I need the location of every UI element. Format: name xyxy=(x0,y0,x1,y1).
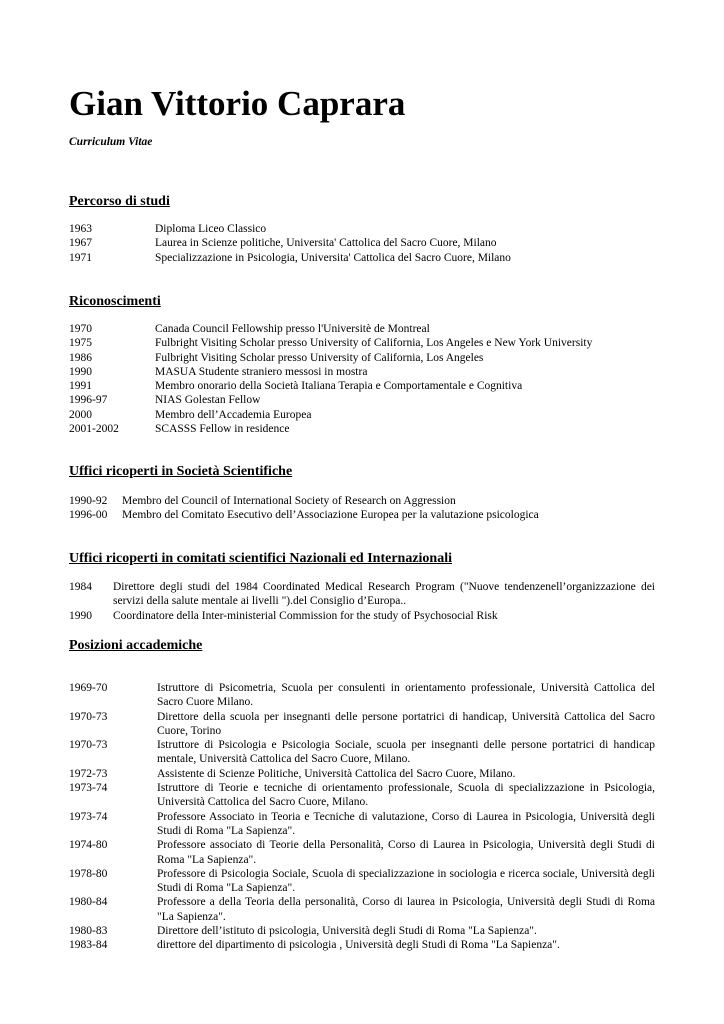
year: 1980-83 xyxy=(69,925,108,938)
entry-text: Laurea in Scienze politiche, Universita' Cattolica del Sacro Cuore, Milano xyxy=(155,237,497,250)
heading-percorso-studi: Percorso di studi xyxy=(69,194,170,209)
entry-text: Canada Council Fellowship presso l'Universitè de Montreal xyxy=(155,323,430,335)
entry-text: Direttore degli studi del 1984 Coordinated Medical Research Program ("Nuove tendenzenell’organizzazione dei servizi della salute mentale ai livelli ").del Consiglio d’Europa.. xyxy=(113,581,655,608)
entry-text: Fulbright Visiting Scholar presso University of California, Los Angeles e New York University xyxy=(155,337,593,350)
entry-text: Coordinatore della Inter-ministerial Commission for the study of Psychosocial Risk xyxy=(113,609,498,622)
year: 1969-70 xyxy=(69,682,108,694)
cv-subtitle: Curriculum Vitae xyxy=(69,136,153,148)
list-riconoscimenti xyxy=(69,322,659,436)
entry-text: Membro del Comitato Esecutivo dell’Associazione Europea per la valutazione psicologica xyxy=(122,509,539,522)
list-item xyxy=(69,351,659,365)
year: 1990 xyxy=(69,609,92,622)
list-item xyxy=(69,838,655,867)
entry-text: Membro onorario della Società Italiana Terapia e Comportamentale e Cognitiva xyxy=(155,380,523,393)
year: 1971 xyxy=(69,251,92,264)
entry-text: MASUA Studente straniero messosi in mostra xyxy=(155,365,368,378)
list-item xyxy=(69,710,655,739)
entry-text: Direttore della scuola per insegnanti delle persone portatrici di handicap, Università Cattolica del Sacro Cuore, Torino xyxy=(157,710,655,737)
year: 2001-2002 xyxy=(69,423,119,436)
entry-text: SCASSS Fellow in residence xyxy=(155,423,290,436)
list-uffici-societa xyxy=(69,494,659,523)
entry-text: Direttore dell’istituto di psicologia, Università degli Studi di Roma "La Sapienza". xyxy=(157,925,537,938)
year: 1973-74 xyxy=(69,782,108,795)
list-uffici-comitati xyxy=(69,580,655,623)
list-item xyxy=(69,393,659,407)
year: 1996-00 xyxy=(69,509,108,522)
entry-text: Membro del Council of International Society of Research on Aggression xyxy=(122,495,456,507)
year: 1986 xyxy=(69,351,92,364)
entry-text: direttore del dipartimento di psicologia , Università degli Studi di Roma "La Sapienza". xyxy=(157,939,560,952)
year: 1990-92 xyxy=(69,495,108,507)
year: 1990 xyxy=(69,365,92,378)
heading-uffici-comitati: Uffici ricoperti in comitati scientifici Nazionali ed Internazionali xyxy=(69,551,452,566)
list-item xyxy=(69,494,659,508)
list-item xyxy=(69,895,655,924)
year: 1991 xyxy=(69,380,92,393)
list-item xyxy=(69,767,655,781)
list-percorso-studi xyxy=(69,222,659,265)
year: 1980-84 xyxy=(69,896,108,909)
entry-text: Professore a della Teoria della personalità, Corso di laurea in Psicologia, Università degli Studi di Roma "La Sapienza". xyxy=(157,896,655,923)
list-item xyxy=(69,738,655,767)
year: 1984 xyxy=(69,581,92,593)
list-item xyxy=(69,322,659,336)
year: 1983-84 xyxy=(69,939,108,952)
list-item xyxy=(69,508,659,522)
year: 1970 xyxy=(69,323,92,335)
year: 1974-80 xyxy=(69,839,108,852)
year: 1963 xyxy=(69,223,92,235)
entry-text: Assistente di Scienze Politiche, Università Cattolica del Sacro Cuore, Milano. xyxy=(157,767,516,780)
entry-text: Diploma Liceo Classico xyxy=(155,223,267,235)
year: 1967 xyxy=(69,237,92,250)
year: 1970-73 xyxy=(69,710,108,723)
entry-text: Fulbright Visiting Scholar presso University of California, Los Angeles xyxy=(155,351,484,364)
list-item xyxy=(69,422,659,436)
list-item xyxy=(69,236,659,250)
list-item xyxy=(69,867,655,896)
entry-text: NIAS Golestan Fellow xyxy=(155,394,261,407)
list-item xyxy=(69,251,659,265)
entry-text: Istruttore di Psicometria, Scuola per consulenti in orientamento professionale, Università Cattolica del Sacro Cuore Milano. xyxy=(157,682,655,709)
list-item xyxy=(69,609,655,623)
entry-text: Istruttore di Psicologia e Psicologia Sociale, scuola per insegnanti delle persone portatrici di handicap mentale, Università Cattolica del Sacro Cuore, Milano. xyxy=(157,739,655,766)
list-item xyxy=(69,681,655,710)
list-item xyxy=(69,365,659,379)
entry-text: Professore Associato in Teoria e Tecniche di valutazione, Corso di Laurea in Psicologia, Università degli Studi di Roma "La Sapienza". xyxy=(157,810,655,837)
year: 1973-74 xyxy=(69,810,108,823)
year: 2000 xyxy=(69,408,92,421)
entry-text: Specializzazione in Psicologia, Universita' Cattolica del Sacro Cuore, Milano xyxy=(155,251,511,264)
year: 1975 xyxy=(69,337,92,350)
year: 1970-73 xyxy=(69,739,108,752)
year: 1972-73 xyxy=(69,767,108,780)
list-item xyxy=(69,938,655,952)
entry-text: Professore associato di Teorie della Personalità, Corso di Laurea in Psicologia, Università degli Studi di Roma "La Sapienza". xyxy=(157,839,655,866)
entry-text: Membro dell’Accademia Europea xyxy=(155,408,312,421)
list-item xyxy=(69,379,659,393)
list-item xyxy=(69,408,659,422)
list-posizioni-accademiche xyxy=(69,681,655,953)
list-item xyxy=(69,222,659,236)
entry-text: Professore di Psicologia Sociale, Scuola di specializzazione in sociologia e ricerca sociale, Università degli Studi di Roma "La Sapienza". xyxy=(157,867,655,895)
year: 1996-97 xyxy=(69,394,108,407)
cv-title: Gian Vittorio Caprara xyxy=(69,84,406,123)
list-item xyxy=(69,336,659,350)
list-item xyxy=(69,924,655,938)
entry-text: Istruttore di Teorie e tecniche di orientamento professionale, Scuola di specializzazione in Psicologia, Università Cattolica del Sacro Cuore, Milano. xyxy=(157,782,655,809)
heading-riconoscimenti: Riconoscimenti xyxy=(69,294,161,309)
year: 1978-80 xyxy=(69,867,108,880)
heading-posizioni-accademiche: Posizioni accademiche xyxy=(69,638,203,653)
heading-uffici-societa: Uffici ricoperti in Società Scientifiche xyxy=(69,464,293,479)
list-item xyxy=(69,810,655,839)
list-item xyxy=(69,580,655,609)
list-item xyxy=(69,781,655,810)
